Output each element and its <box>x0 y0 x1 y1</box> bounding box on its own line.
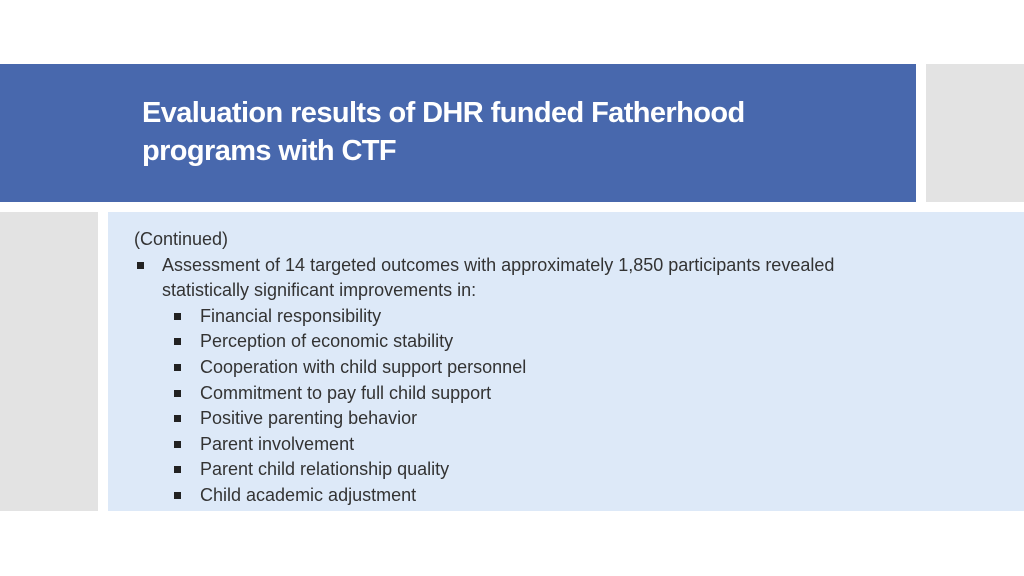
slide-body <box>134 227 894 509</box>
sub-bullet-text: Parent child relationship quality <box>200 459 450 480</box>
square-bullet-icon <box>174 313 181 320</box>
sub-bullet-item <box>162 304 894 330</box>
title-accent-block <box>926 64 1024 202</box>
side-accent-block <box>0 212 98 511</box>
square-bullet-icon <box>174 492 181 499</box>
main-bullet-text: Assessment of 14 targeted outcomes with approximately 1,850 participants revealed statistically significant improvements in: <box>162 254 835 301</box>
sub-bullet-text: Child academic adjustment <box>200 484 417 505</box>
sub-bullet-text: Parent involvement <box>200 433 355 454</box>
continued-label: (Continued) <box>134 229 229 249</box>
sub-bullet-item <box>162 355 894 381</box>
square-bullet-icon <box>174 466 181 473</box>
main-bullet-item <box>134 253 894 509</box>
square-bullet-icon <box>174 390 181 397</box>
sub-bullet-item <box>162 457 894 483</box>
sub-bullet-item <box>162 329 894 355</box>
square-bullet-icon <box>174 364 181 371</box>
sub-bullet-text: Positive parenting behavior <box>200 408 418 429</box>
square-bullet-icon <box>137 262 144 269</box>
square-bullet-icon <box>174 415 181 422</box>
sub-bullet-list <box>162 304 894 509</box>
sub-bullet-text: Commitment to pay full child support <box>200 382 492 403</box>
slide-title: Evaluation results of DHR funded Fatherhood programs with CTF <box>142 97 745 167</box>
sub-bullet-text: Financial responsibility <box>200 305 382 326</box>
sub-bullet-item <box>162 406 894 432</box>
sub-bullet-item <box>162 381 894 407</box>
bullet-list <box>134 253 894 509</box>
square-bullet-icon <box>174 441 181 448</box>
sub-bullet-text: Cooperation with child support personnel <box>200 356 527 377</box>
sub-bullet-item <box>162 483 894 509</box>
sub-bullet-text: Perception of economic stability <box>200 331 454 352</box>
sub-bullet-item <box>162 432 894 458</box>
square-bullet-icon <box>174 338 181 345</box>
